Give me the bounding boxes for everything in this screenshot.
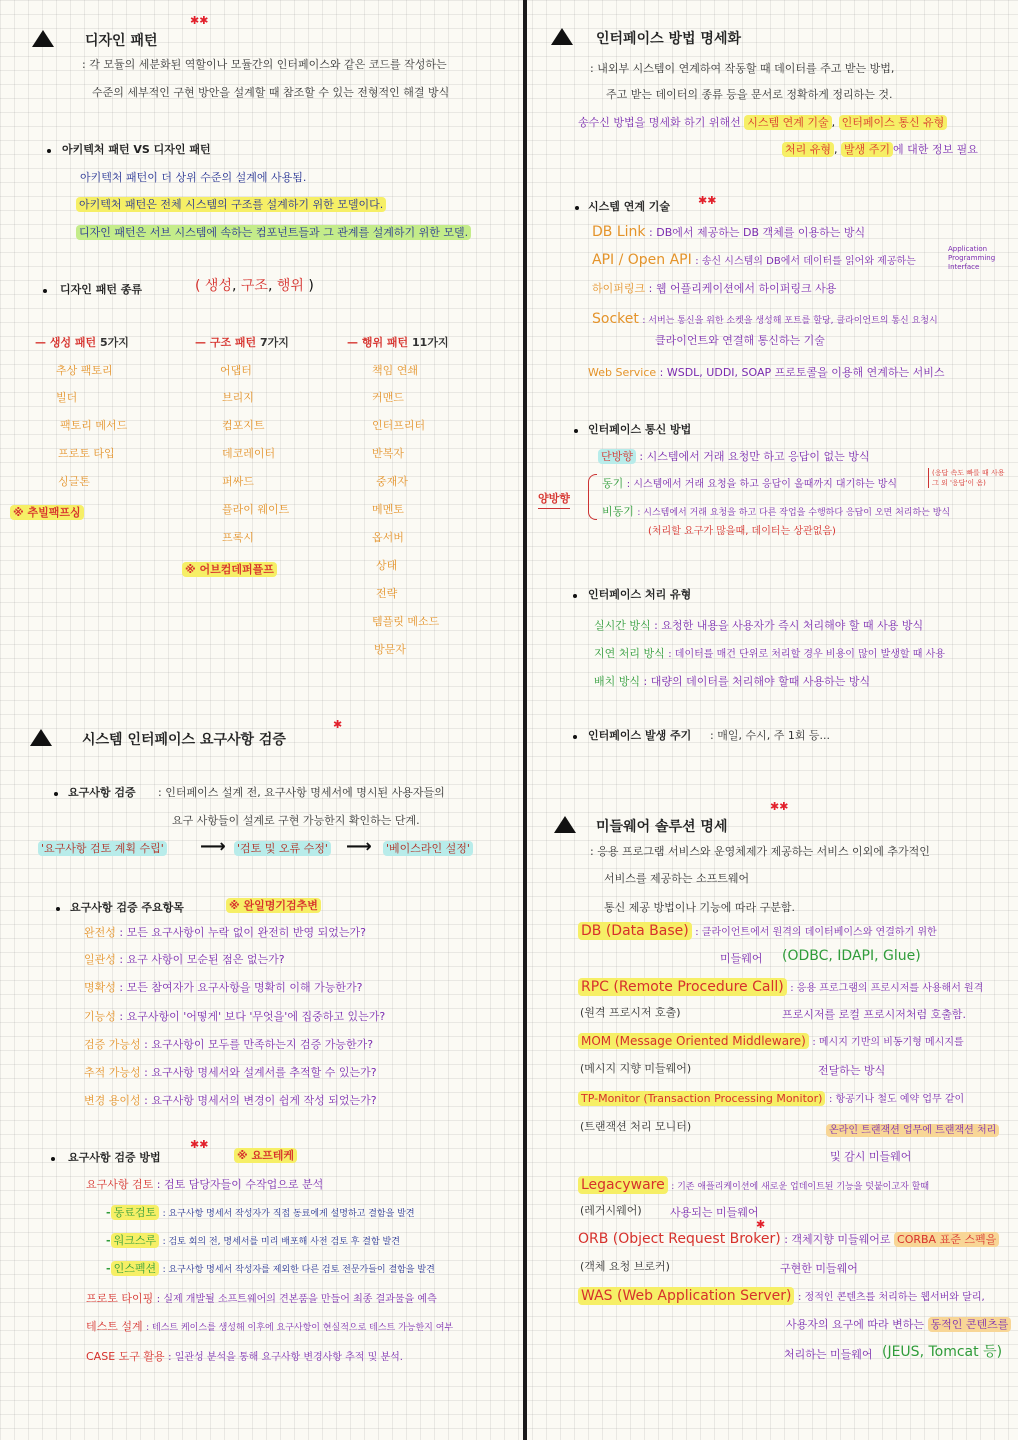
verification-item: 검증 가능성 : 요구사항이 모두를 만족하는지 검증 가능한가? — [84, 1038, 374, 1051]
mw-rpc: RPC (Remote Procedure Call) : 응용 프로그램의 프로시저를 사용해서 원격 — [578, 980, 983, 996]
arch-vs-line-1: 아키텍처 패턴이 더 상위 수준의 설계에 사용됨. — [80, 171, 307, 184]
two-way-bracket — [588, 474, 597, 520]
structural-item: 프록시 — [222, 531, 254, 544]
mw-orb-cont: 구현한 미들웨어 — [780, 1262, 858, 1275]
center-divider — [523, 0, 527, 1440]
mw-legacyware: Legacyware : 기존 애플리케이션에 새로운 업데이트된 기능을 덧붙이고자 할때 — [578, 1178, 929, 1194]
mw-mom-ko: (메시지 지향 미들웨어) — [580, 1062, 692, 1075]
section-triangle-icon — [30, 729, 52, 746]
methods-title: 요구사항 검증 방법 — [68, 1151, 161, 1164]
comm-one-way: 단방향 : 시스템에서 거래 요청만 하고 응답이 없는 방식 — [598, 450, 869, 464]
flow-step-2: '검토 및 오류 수정' — [234, 842, 331, 856]
linking-db-link: DB Link : DB에서 제공하는 DB 객체를 이용하는 방식 — [592, 224, 866, 240]
linking-socket-cont: 클라이언트와 연결해 통신하는 기술 — [655, 334, 825, 347]
behavioral-item: 중재자 — [376, 475, 408, 488]
mw-db-examples: (ODBC, IDAPI, Glue) — [782, 948, 921, 964]
items-title: 요구사항 검증 주요항목 — [70, 901, 184, 914]
mw-mom: MOM (Message Oriented Middleware) : 메시지 기반의 비동기형 메시지를 — [578, 1034, 964, 1050]
kinds-paren-close: ) — [308, 278, 314, 294]
flow-step-3: '베이스라인 설정' — [383, 842, 473, 856]
kinds-creational: 생성 — [204, 278, 232, 294]
mw-db-cont: 미들웨어 — [720, 952, 763, 965]
mw-db: DB (Data Base) : 클라이언트에서 원격의 데이터베이스와 연결하기 위한 — [578, 924, 937, 940]
behavioral-item: 옵서버 — [372, 531, 404, 544]
verification-def-label: 요구사항 검증 — [68, 786, 136, 799]
mw-legacy-ko: (레거시웨어) — [580, 1204, 642, 1217]
verification-item: 명확성 : 모든 참여자가 요구사항을 명확히 이해 가능한가? — [84, 981, 363, 994]
structural-item: 퍼싸드 — [222, 475, 254, 488]
creational-item: 추상 팩토리 — [56, 364, 113, 377]
bullet-icon — [51, 1157, 55, 1161]
bullet-icon — [54, 792, 58, 796]
creational-item: 팩토리 메서드 — [60, 419, 128, 432]
structural-item: 데코레이터 — [222, 447, 276, 460]
methods-mnemonic: ※ 요프테케 — [234, 1149, 297, 1163]
arch-vs-title: 아키텍처 패턴 VS 디자인 패턴 — [62, 143, 211, 156]
creational-item: 프로토 타입 — [58, 447, 115, 460]
method-inspection: - 인스펙션 : 요구사항 명세서 작성자를 제외한 다른 검토 전문가들이 결함을 발견 — [106, 1262, 435, 1275]
items-mnemonic: ※ 완일명기검추변 — [226, 899, 321, 913]
spec-def-1: : 내외부 시스템이 연계하여 작동할 때 데이터를 주고 받는 방법, — [590, 62, 895, 75]
structural-header: — 구조 패턴 7가지 — [195, 336, 289, 349]
right-column — [530, 0, 1018, 1440]
behavioral-item: 반복자 — [372, 447, 404, 460]
design-pattern-def-2: 수준의 세부적인 구현 방안을 설계할 때 참조할 수 있는 전형적인 해결 방식 — [92, 86, 450, 99]
method-prototyping: 프로토 타이핑 : 실제 개발될 소프트웨어의 견본품을 만들어 최종 결과물을 예측 — [86, 1292, 437, 1305]
verification-def-2: 요구 사항들이 설계로 구현 가능한지 확인하는 단계. — [172, 814, 420, 827]
method-review: 요구사항 검토 : 검토 담당자들이 수작업으로 분석 — [86, 1178, 324, 1191]
kinds-paren-open: ( — [195, 278, 201, 294]
creational-header: — 생성 패턴 5가지 — [35, 336, 129, 349]
bullet-icon — [56, 907, 60, 911]
section-triangle-icon — [551, 28, 573, 45]
verification-item: 추적 가능성 : 요구사항 명세서와 설계서를 추적할 수 있는가? — [84, 1066, 377, 1079]
kinds-structural: 구조 — [240, 278, 268, 294]
verification-item: 일관성 : 요구 사항이 모순된 점은 없는가? — [84, 953, 285, 966]
bullet-icon — [47, 149, 51, 153]
section-title-verification: 시스템 인터페이스 요구사항 검증 — [82, 732, 286, 748]
mw-tp-monitor: TP-Monitor (Transaction Processing Monitor) : 항공기나 철도 예약 업무 같이 — [578, 1092, 964, 1107]
kinds-title: 디자인 패턴 종류 — [60, 283, 143, 296]
mw-orb-ko: (객체 요청 브로커) — [580, 1260, 670, 1273]
creational-mnemonic: ※ 추빌팩프싱 — [10, 506, 84, 520]
mw-was-cont: 사용자의 요구에 따라 변하는 동적인 콘텐츠를 — [786, 1318, 1011, 1332]
linking-web-service: Web Service : WSDL, UDDI, SOAP 프로토콜을 이용해 연계하는 서비스 — [588, 366, 945, 379]
behavioral-item: 전략 — [376, 587, 398, 600]
behavioral-item: 메멘토 — [372, 503, 404, 516]
mw-rpc-cont: 프로시저를 로컬 프로시저처럼 호출함. — [782, 1008, 967, 1021]
process-delayed: 지연 처리 방식 : 데이터를 매건 단위로 처리할 경우 비용이 많이 발생할 때 사용 — [594, 647, 945, 660]
middleware-def-2: 서비스를 제공하는 소프트웨어 — [604, 872, 750, 885]
cycle-desc: : 매일, 수시, 주 1회 등... — [710, 729, 831, 742]
mw-was: WAS (Web Application Server) : 정적인 콘텐츠를 처리하는 웹서버와 달리, — [578, 1289, 985, 1305]
behavioral-item: 방문자 — [374, 643, 406, 656]
mw-was-examples: (JEUS, Tomcat 등) — [882, 1344, 1003, 1360]
structural-item: 컴포지트 — [222, 419, 265, 432]
section-title-middleware: 미들웨어 솔루션 명세 — [596, 819, 728, 835]
mw-tp-cont: 온라인 트랜잭션 업무에 트랜잭션 처리 — [826, 1124, 999, 1138]
mw-was-cont-2: 처리하는 미들웨어 — [784, 1348, 873, 1361]
arch-vs-line-2: 아키텍처 패턴은 전체 시스템의 구조를 설계하기 위한 모델이다. — [76, 198, 386, 212]
bullet-icon — [575, 206, 579, 210]
creational-item: 빌더 — [56, 391, 78, 404]
section-triangle-icon — [554, 816, 576, 833]
kinds-behavioral: 행위 — [276, 278, 304, 294]
arrow-right-icon: ⟶ — [346, 836, 372, 857]
section-triangle-icon — [32, 30, 54, 47]
comm-title: 인터페이스 통신 방법 — [588, 423, 692, 436]
bullet-icon — [573, 735, 577, 739]
bullet-icon — [574, 429, 578, 433]
verification-item: 기능성 : 요구사항이 '어떻게' 보다 '무엇을'에 집중하고 있는가? — [84, 1010, 386, 1023]
mw-legacy-cont: 사용되는 미들웨어 — [670, 1206, 759, 1219]
arrow-right-icon: ⟶ — [200, 836, 226, 857]
star-icon: ✱✱ — [698, 194, 717, 207]
kinds-sep: , — [231, 278, 237, 294]
comm-two-way-label: 양방향 — [538, 492, 570, 509]
behavioral-item: 템플릿 메소드 — [372, 615, 440, 628]
spec-def-4: 처리 유형 , 발생 주기 에 대한 정보 필요 — [782, 143, 978, 157]
method-walkthrough: - 워크스루 : 검토 회의 전, 명세서를 미리 배포해 사전 검토 후 결함 발견 — [106, 1234, 400, 1247]
verification-item: 변경 용이성 : 요구사항 명세서의 변경이 쉽게 작성 되었는가? — [84, 1094, 377, 1107]
behavioral-item: 상태 — [376, 559, 398, 572]
verification-item: 완전성 : 모든 요구사항이 누락 없이 완전히 반영 되었는가? — [84, 926, 366, 939]
section-title-spec: 인터페이스 방법 명세화 — [596, 31, 741, 47]
linking-hyperlink: 하이퍼링크 : 웹 어플리케이션에서 하이퍼링크 사용 — [592, 282, 837, 295]
mw-orb: ORB (Object Request Broker) : 객체지향 미들웨어로 CORBA 표준 스펙을 — [578, 1232, 999, 1247]
arch-vs-line-3: 디자인 패턴은 서브 시스템에 속하는 컴포넌트들과 그 관계를 설계하기 위한 모델. — [76, 226, 471, 240]
method-case-tool: CASE 도구 활용 : 일관성 분석을 통해 요구사항 변경사항 추적 및 분석. — [86, 1350, 403, 1363]
section-title-design-pattern: 디자인 패턴 — [85, 33, 158, 49]
spec-def-2: 주고 받는 데이터의 종류 등을 문서로 정확하게 정리하는 것. — [606, 88, 893, 101]
creational-item: 싱글톤 — [58, 475, 90, 488]
process-title: 인터페이스 처리 유형 — [588, 588, 692, 601]
comm-sync: 동기 : 시스템에서 거래 요청을 하고 응답이 올때까지 대기하는 방식 — [602, 477, 898, 490]
linking-api: API / Open API : 송신 시스템의 DB에서 데이터를 읽어와 제공하는 — [592, 252, 916, 268]
star-icon: ✱ — [756, 1218, 766, 1231]
star-icon: ✱ — [333, 718, 343, 731]
linking-title: 시스템 연계 기술 — [588, 200, 671, 213]
process-batch: 배치 방식 : 대량의 데이터를 처리해야 할때 사용하는 방식 — [594, 675, 871, 688]
design-pattern-def-1: : 각 모듈의 세분화된 역할이나 모듈간의 인터페이스와 같은 코드를 작성하는 — [82, 58, 447, 71]
verification-def-1: : 인터페이스 설계 전, 요구사항 명세서에 명시된 사용자들의 — [158, 786, 445, 799]
structural-item: 어댑터 — [220, 364, 252, 377]
behavioral-item: 책임 연쇄 — [372, 364, 419, 377]
star-icon: ✱✱ — [190, 1138, 209, 1151]
comm-async-note: (처리할 요구가 많을때, 데이터는 상관없음) — [648, 526, 836, 537]
bullet-icon — [43, 289, 47, 293]
mw-tp-cont-2: 및 감시 미들웨어 — [830, 1150, 912, 1163]
process-realtime: 실시간 방식 : 요청한 내용을 사용자가 즉시 처리해야 할 때 사용 방식 — [594, 619, 924, 632]
star-icon: ✱✱ — [770, 800, 789, 813]
behavioral-item: 인터프리터 — [372, 419, 426, 432]
linking-api-note: Application Programming Interface — [948, 245, 996, 271]
structural-item: 플라이 웨이트 — [222, 503, 290, 516]
flow-step-1: '요구사항 검토 계획 수립' — [38, 842, 167, 856]
middleware-def-1: : 응용 프로그램 서비스와 운영체제가 제공하는 서비스 이외에 추가적인 — [590, 845, 930, 858]
method-test-design: 테스트 설계 : 테스트 케이스를 생성해 이후에 요구사항이 현실적으로 테스트 가능한지 여부 — [86, 1320, 454, 1333]
structural-mnemonic: ※ 어브컴데퍼플프 — [182, 563, 277, 577]
mw-rpc-ko: (원격 프로시저 호출) — [580, 1006, 681, 1019]
middleware-def-3: 통신 제공 방법이나 기능에 따라 구분함. — [604, 901, 795, 914]
bullet-icon — [573, 594, 577, 598]
behavioral-item: 커맨드 — [372, 391, 404, 404]
mw-tp-ko: (트랜잭션 처리 모니터) — [580, 1120, 692, 1133]
kinds-paren — [195, 279, 314, 293]
kinds-sep: , — [267, 278, 273, 294]
structural-item: 브리지 — [222, 391, 254, 404]
cycle-title: 인터페이스 발생 주기 — [588, 729, 692, 742]
method-peer-review: - 동료검토 : 요구사항 명세서 작성자가 직접 동료에게 설명하고 결함을 발견 — [106, 1206, 415, 1219]
linking-socket: Socket : 서버는 통신을 위한 소켓을 생성해 포트를 할당, 클라이언트의 통신 요청시 — [592, 311, 938, 327]
comm-sync-note: (응답 속도 빠를 때 사용 그 외 '응답'이 옴) — [928, 468, 1005, 488]
star-icon: ✱✱ — [190, 14, 209, 27]
behavioral-header: — 행위 패턴 11가지 — [347, 336, 449, 349]
comm-async: 비동기 : 시스템에서 거래 요청을 하고 다른 작업을 수행하다 응답이 오면 처리하는 방식 — [602, 505, 951, 518]
mw-mom-cont: 전달하는 방식 — [818, 1064, 886, 1077]
spec-def-3: 송수신 방법을 명세화 하기 위해선 시스템 연계 기술 , 인터페이스 통신 유형 — [578, 116, 947, 130]
